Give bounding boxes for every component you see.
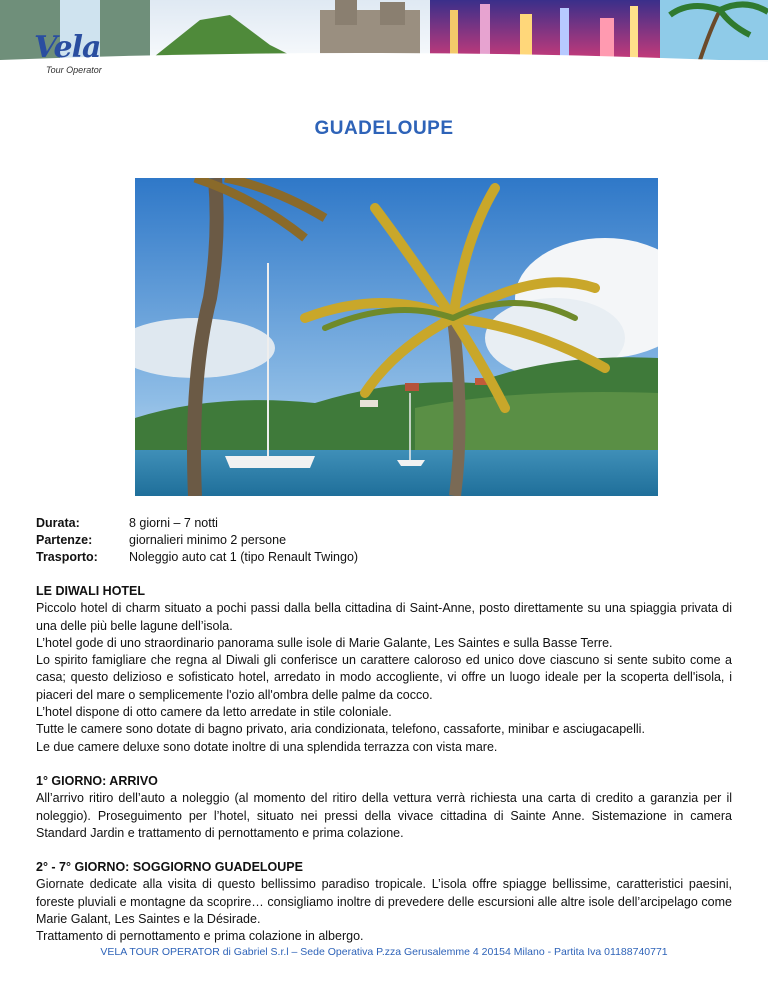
hotel-heading: LE DIWALI HOTEL bbox=[36, 584, 146, 598]
logo-name: Vela bbox=[34, 30, 101, 65]
info-label: Durata: bbox=[36, 516, 80, 530]
itinerary-text bbox=[36, 583, 732, 946]
day2-paragraph: Giornate dedicate alla visita di questo bellissimo paradiso tropicale. L’isola offre spiagge bellissime, caratteristici paesini, foreste pluviali e montagne da scoprire… consigliamo inoltre di prevedere delle escursioni alle altre isole dell’arcipelago come Marie Galant, Les Saintes e la Désirade. bbox=[36, 877, 732, 927]
info-transport bbox=[36, 549, 358, 566]
trip-info bbox=[36, 515, 358, 566]
header-banner bbox=[0, 0, 768, 80]
banner-collage bbox=[0, 0, 768, 80]
hotel-paragraph: L’hotel dispone di otto camere da letto arredate in stile coloniale. bbox=[36, 705, 392, 720]
day2-paragraph: Trattamento di pernottamento e prima colazione in albergo. bbox=[36, 929, 364, 944]
info-duration bbox=[36, 515, 358, 532]
hotel-paragraph: Lo spirito famigliare che regna al Diwali gli conferisce un carattere caloroso ed unico dove ciascuno si sente subito come a casa; questo delizioso e sofisticato hotel, arredato in modo accogliente, vi offre un luogo ideale per la scoperta dell'isola, i piaceri del mare o semplicemente l'ozio all'ombra delle palme da cocco. bbox=[36, 653, 732, 702]
palm-tree-icon bbox=[135, 178, 658, 496]
logo-tagline: Tour Operator bbox=[40, 65, 108, 75]
page-title: GUADELOUPE bbox=[314, 118, 454, 139]
footer: VELA TOUR OPERATOR di Gabriel S.r.l – Sede Operativa P.zza Gerusalemme 4 20154 Milano - Partita Iva 01188740771 bbox=[100, 946, 668, 958]
hotel-paragraph: Tutte le camere sono dotate di bagno privato, aria condizionata, telefono, cassaforte, minibar e asciugacapelli. bbox=[36, 722, 645, 737]
hotel-paragraph: Piccolo hotel di charm situato a pochi passi dalla bella cittadina di Saint-Anne, posto direttamente su una spiaggia privata di una delle più belle lagune dell’isola. bbox=[36, 601, 732, 633]
day1-heading: 1° GIORNO: ARRIVO bbox=[36, 773, 158, 788]
hotel-paragraph: Le due camere deluxe sono dotate inoltre di una splendida terrazza con vista mare. bbox=[36, 739, 498, 754]
info-label: Trasporto: bbox=[36, 550, 98, 564]
beach-photo bbox=[135, 178, 658, 496]
info-value: Noleggio auto cat 1 (tipo Renault Twingo) bbox=[129, 550, 359, 564]
info-departures bbox=[36, 532, 358, 549]
info-label: Partenze: bbox=[36, 533, 93, 547]
hotel-paragraph: L’hotel gode di uno straordinario panorama sulle isole di Marie Galante, Les Saintes e sulla Basse Terre. bbox=[36, 635, 613, 650]
info-value: 8 giorni – 7 notti bbox=[129, 516, 218, 530]
day1-paragraph: All’arrivo ritiro dell’auto a noleggio (al momento del ritiro della vettura verrà richiesta una carta di credito a garanzia per il noleggio). Proseguimento per l’hotel, situato nei pressi della vivace cittadina di Sainte Anne. Sistemazione in camera Standard Jardin e trattamento di pernottamento e prima colazione. bbox=[36, 791, 732, 840]
day2-heading: 2° - 7° GIORNO: SOGGIORNO GUADELOUPE bbox=[36, 860, 303, 875]
info-value: giornalieri minimo 2 persone bbox=[129, 533, 287, 547]
